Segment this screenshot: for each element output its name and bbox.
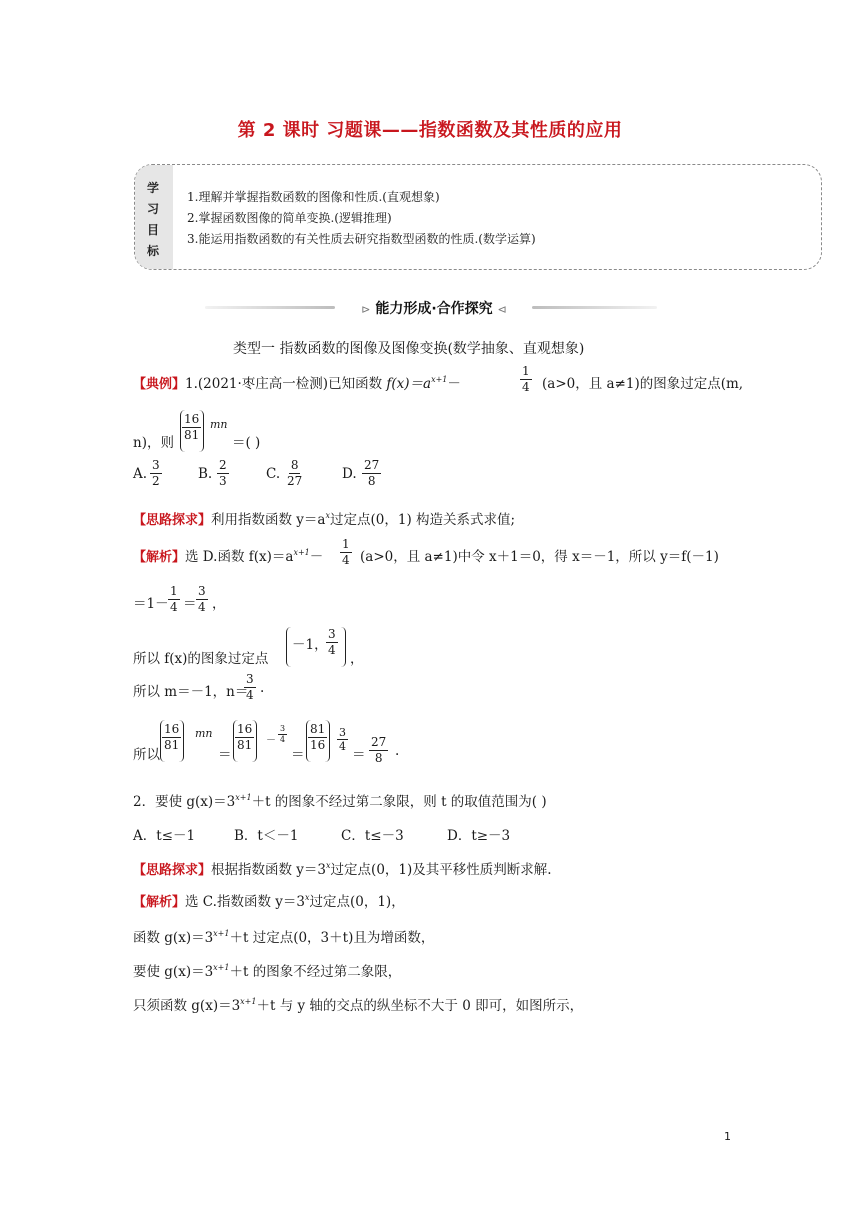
equals-sign: ＝ — [218, 747, 232, 763]
point-coordinate: －1， — [292, 637, 328, 653]
fraction-16-81 — [235, 722, 254, 753]
numerator: 3 — [339, 726, 346, 739]
type-heading: 类型一 指数函数的图像及图像变换(数学抽象、直观想象) — [233, 341, 585, 357]
fraction-27-8 — [369, 735, 388, 766]
example-1-line-2: n)，则 — [133, 435, 174, 451]
solution-tag: 【解析】 — [133, 895, 186, 910]
solution-line-3: 所以 f(x)的图象过定点 — [133, 651, 269, 667]
period: . — [260, 680, 265, 696]
numerator: 27 — [371, 735, 387, 749]
choice-label: B. — [198, 466, 213, 482]
goals-tab-char: 目 — [147, 223, 160, 237]
fraction-16-81 — [182, 412, 201, 443]
idea-rest: 过定点(0，1) 构造关系式求值; — [330, 512, 516, 528]
numerator: 1 — [342, 537, 350, 551]
exponent: x — [304, 893, 310, 902]
exponent: x+1 — [213, 963, 230, 972]
learning-goal-item: 2.掌握函数图像的简单变换.(逻辑推理) — [187, 211, 392, 225]
choice-b-fraction — [217, 458, 229, 489]
numerator: 1 — [522, 364, 530, 378]
solution-line-1 — [133, 890, 405, 910]
choice-a-fraction — [150, 458, 162, 489]
exponent: x+1 — [431, 375, 448, 384]
denominator: 4 — [342, 553, 350, 567]
denominator: 8 — [374, 751, 383, 765]
numerator: 8 — [290, 458, 299, 472]
denominator: 81 — [184, 428, 200, 442]
solution-text: 只须函数 g(x)＝3 — [133, 998, 241, 1014]
numerator: 16 — [164, 722, 180, 736]
exponent: x+1 — [235, 793, 252, 802]
solution-line-5: 所以 — [133, 747, 160, 763]
denominator: 81 — [164, 738, 180, 752]
denominator: 27 — [287, 474, 303, 488]
choice-b: B．t＜－1 — [234, 828, 299, 844]
goals-tab-char: 学 — [147, 181, 160, 195]
exponent-mn: mn — [195, 727, 213, 740]
choice-d: D．t≥－3 — [447, 828, 511, 844]
solution-line-4: 所以 m＝－1，n＝ — [133, 684, 249, 700]
solution-text: ＋t 过定点(0，3＋t)且为增函数， — [229, 930, 435, 946]
idea-line — [133, 508, 515, 528]
period: . — [395, 743, 400, 759]
idea-line — [133, 858, 552, 878]
equals-sign: ＝ — [183, 596, 197, 612]
fraction-3-4 — [244, 672, 256, 703]
numerator: 1 — [170, 584, 178, 598]
choice-label: C. — [266, 466, 281, 482]
solution-text: 选 D.函数 f(x)＝a — [185, 549, 294, 565]
section-divider-left — [205, 306, 335, 309]
learning-goals-tab — [135, 165, 173, 269]
example-1-prefix: 1.(2021·枣庄高一检测)已知函数 — [185, 376, 387, 392]
exponent: x — [326, 861, 331, 870]
solution-line-1 — [133, 545, 323, 565]
goals-tab-char: 习 — [147, 202, 160, 216]
numerator: 16 — [237, 722, 253, 736]
minus-sign: － — [447, 376, 461, 392]
page-number: 1 — [724, 1130, 731, 1143]
numerator: 2 — [219, 458, 227, 472]
example-tag: 【典例】 — [133, 377, 186, 392]
denominator: 16 — [310, 738, 326, 752]
solution-text: (a>0，且 a≠1)中令 x＋1＝0，得 x＝－1，所以 y＝f(－1) — [360, 549, 719, 565]
solution-line-3 — [133, 960, 401, 980]
denominator: 4 — [280, 735, 286, 744]
choice-c: C．t≤－3 — [341, 828, 404, 844]
numerator: 3 — [246, 672, 254, 686]
exponent: x+1 — [240, 997, 257, 1006]
idea-tag: 【思路探求】 — [133, 513, 212, 528]
exponent-fraction — [278, 724, 287, 745]
denominator: 4 — [198, 600, 206, 614]
learning-goal-item: 1.理解并掌握指数函数的图像和性质.(直观想象) — [187, 190, 440, 204]
numerator: 81 — [310, 722, 326, 736]
denominator: 8 — [367, 474, 376, 488]
exponent-minus: － — [266, 735, 276, 746]
solution-text: ＋t 与 y 轴的交点的纵坐标不大于 0 即可，如图所示， — [256, 998, 584, 1014]
numerator: 27 — [364, 458, 380, 472]
solution-text: 函数 g(x)＝3 — [133, 930, 214, 946]
exponent: x+1 — [213, 929, 230, 938]
choice-d-fraction — [362, 458, 381, 489]
numerator: 3 — [328, 627, 336, 641]
solution-line-2 — [133, 926, 434, 946]
numerator: 3 — [198, 584, 206, 598]
fraction-1-4 — [520, 364, 532, 395]
section-title — [339, 298, 529, 318]
triangle-right-icon: ⊳ — [361, 303, 371, 316]
lesson-title: 第 2 课时 习题课——指数函数及其性质的应用 — [237, 120, 623, 141]
idea-text: 过定点(0，1)及其平移性质判断求解. — [330, 862, 552, 878]
fraction-1-4 — [340, 537, 352, 568]
fraction-81-16 — [308, 722, 327, 753]
minus-sign: － — [309, 549, 324, 565]
numerator: 3 — [152, 458, 160, 472]
function-expr: f(x)＝a — [386, 376, 432, 392]
learning-goals-box — [134, 164, 822, 270]
idea-text: 利用指数函数 y＝a — [211, 512, 326, 528]
example-1-answer-blank: ＝( ) — [232, 435, 261, 451]
solution-text: 要使 g(x)＝3 — [133, 964, 214, 980]
section-header — [205, 298, 657, 316]
idea-tag: 【思路探求】 — [133, 863, 212, 878]
equals-sign: ＝ — [352, 747, 366, 763]
fraction-1-4 — [168, 584, 180, 615]
choice-label: A. — [133, 466, 148, 482]
exponent: x+1 — [293, 548, 310, 557]
choice-label: D. — [342, 466, 357, 482]
numerator: 16 — [184, 412, 200, 426]
solution-text: 过定点(0，1)， — [309, 894, 405, 910]
solution-line-2: ＝1－ — [133, 596, 169, 612]
equals-sign: ＝ — [291, 747, 305, 763]
choice-a: A．t≤－1 — [133, 828, 196, 844]
denominator: 81 — [237, 738, 253, 752]
choice-c-fraction — [285, 458, 304, 489]
fraction-3-4 — [196, 584, 208, 615]
numerator: 3 — [280, 724, 286, 733]
goals-tab-char: 标 — [147, 244, 160, 258]
stem-text: ＋t 的图象不经过第二象限，则 t 的取值范围为( ) — [251, 794, 547, 810]
solution-line-4 — [133, 994, 583, 1014]
denominator: 4 — [170, 600, 178, 614]
exponent-fraction — [337, 726, 348, 753]
denominator: 4 — [246, 688, 254, 702]
solution-tag: 【解析】 — [133, 550, 186, 565]
section-divider-right — [532, 306, 657, 309]
denominator: 3 — [219, 474, 227, 488]
comma: ， — [212, 596, 226, 612]
solution-text: 选 C.指数函数 y＝3 — [185, 894, 305, 910]
fraction-3-4 — [326, 627, 338, 658]
exponent: x — [325, 511, 330, 520]
idea-text: 根据指数函数 y＝3 — [211, 862, 327, 878]
triangle-left-icon: ⊲ — [497, 303, 507, 316]
example-1-line-1 — [133, 372, 461, 392]
example-1-condition: (a>0，且 a≠1)的图象过定点(m, — [542, 376, 744, 392]
denominator: 4 — [339, 740, 346, 753]
denominator: 4 — [328, 643, 336, 657]
exponent-mn: mn — [210, 418, 228, 431]
comma: ， — [350, 651, 364, 667]
denominator: 4 — [522, 380, 530, 394]
stem-text: 2．要使 g(x)＝3 — [133, 794, 236, 810]
learning-goals-list — [187, 187, 536, 250]
denominator: 2 — [152, 474, 160, 488]
example-2-stem — [133, 790, 547, 810]
fraction-16-81 — [162, 722, 181, 753]
solution-text: ＋t 的图象不经过第二象限， — [229, 964, 402, 980]
section-title-text: 能力形成·合作探究 — [375, 301, 493, 317]
learning-goal-item: 3.能运用指数函数的有关性质去研究指数型函数的性质.(数学运算) — [187, 232, 536, 246]
